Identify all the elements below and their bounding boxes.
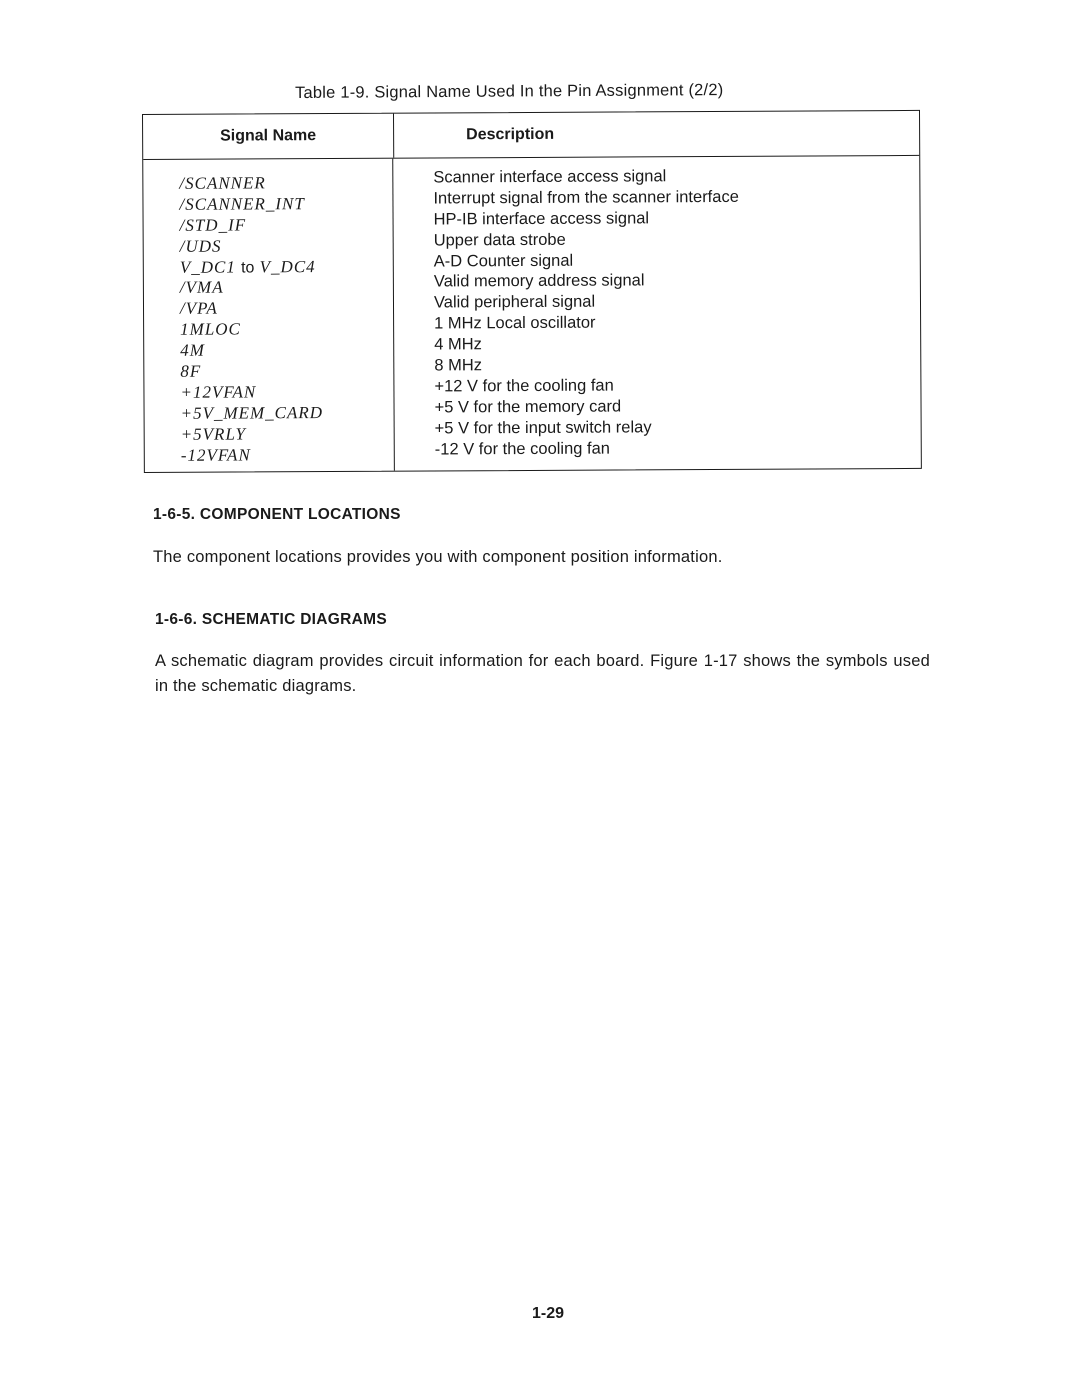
signal-name-cell: 8F: [180, 361, 202, 381]
description-column: [393, 156, 921, 471]
signal-name-cell: +5VRLY: [180, 424, 247, 444]
section-text-component-locations: The component locations provides you with component position information.: [153, 548, 723, 566]
signal-name-cell: /SCANNER: [179, 173, 266, 193]
description-cell: Scanner interface access signal: [433, 167, 667, 187]
signal-range-end: V_DC4: [259, 256, 316, 276]
description-cell: +5 V for the memory card: [434, 397, 622, 417]
description-cell: 1 MHz Local oscillator: [434, 313, 596, 333]
table-body: [143, 156, 921, 473]
description-cell: 4 MHz: [434, 335, 482, 354]
description-cell: Interrupt signal from the scanner interface: [433, 187, 739, 208]
signal-name-column: [143, 159, 395, 473]
signal-range-start: V_DC1: [179, 257, 236, 277]
signal-name-cell: /SCANNER_INT: [179, 194, 305, 214]
signal-name-cell: /UDS: [179, 236, 222, 256]
signal-name-cell: /VMA: [179, 278, 224, 298]
description-cell: 8 MHz: [434, 356, 483, 375]
section-heading-component-locations: 1-6-5. COMPONENT LOCATIONS: [153, 506, 401, 523]
table-header-row: [143, 111, 919, 160]
signal-name-cell: +12VFAN: [180, 382, 257, 402]
description-cell: -12 V for the cooling fan: [434, 439, 611, 459]
page-number: 1-29: [532, 1305, 565, 1322]
signal-range-to: to: [241, 258, 255, 277]
signal-name-cell: [180, 256, 393, 278]
description-cell: Valid memory address signal: [433, 271, 645, 291]
description-cell: +5 V for the input switch relay: [434, 418, 652, 438]
signal-name-cell: 1MLOC: [180, 319, 241, 340]
signal-table: [142, 110, 922, 474]
description-cell: A-D Counter signal: [433, 251, 574, 271]
signal-name-cell: +5V_MEM_CARD: [180, 402, 324, 423]
section-heading-schematic-diagrams: 1-6-6. SCHEMATIC DIAGRAMS: [155, 611, 387, 628]
description-cell: Valid peripheral signal: [433, 292, 596, 312]
signal-name-cell: /STD_IF: [179, 215, 247, 235]
header-signal-name: Signal Name: [143, 114, 394, 159]
signal-name-cell: -12VFAN: [180, 445, 251, 465]
section-text-schematic-diagrams: A schematic diagram provides circuit information for each board. Figure 1-17 shows the symbols used in the schematic diagrams.: [155, 652, 930, 695]
table-caption: Table 1-9. Signal Name Used In the Pin Assignment (2/2): [295, 81, 724, 102]
signal-name-cell: /VPA: [179, 298, 218, 319]
description-cell: +12 V for the cooling fan: [434, 376, 614, 396]
header-description: Description: [466, 125, 555, 144]
description-cell: HP-IB interface access signal: [433, 209, 650, 229]
description-cell: Upper data strobe: [433, 230, 566, 250]
signal-name-cell: 4M: [180, 340, 205, 360]
